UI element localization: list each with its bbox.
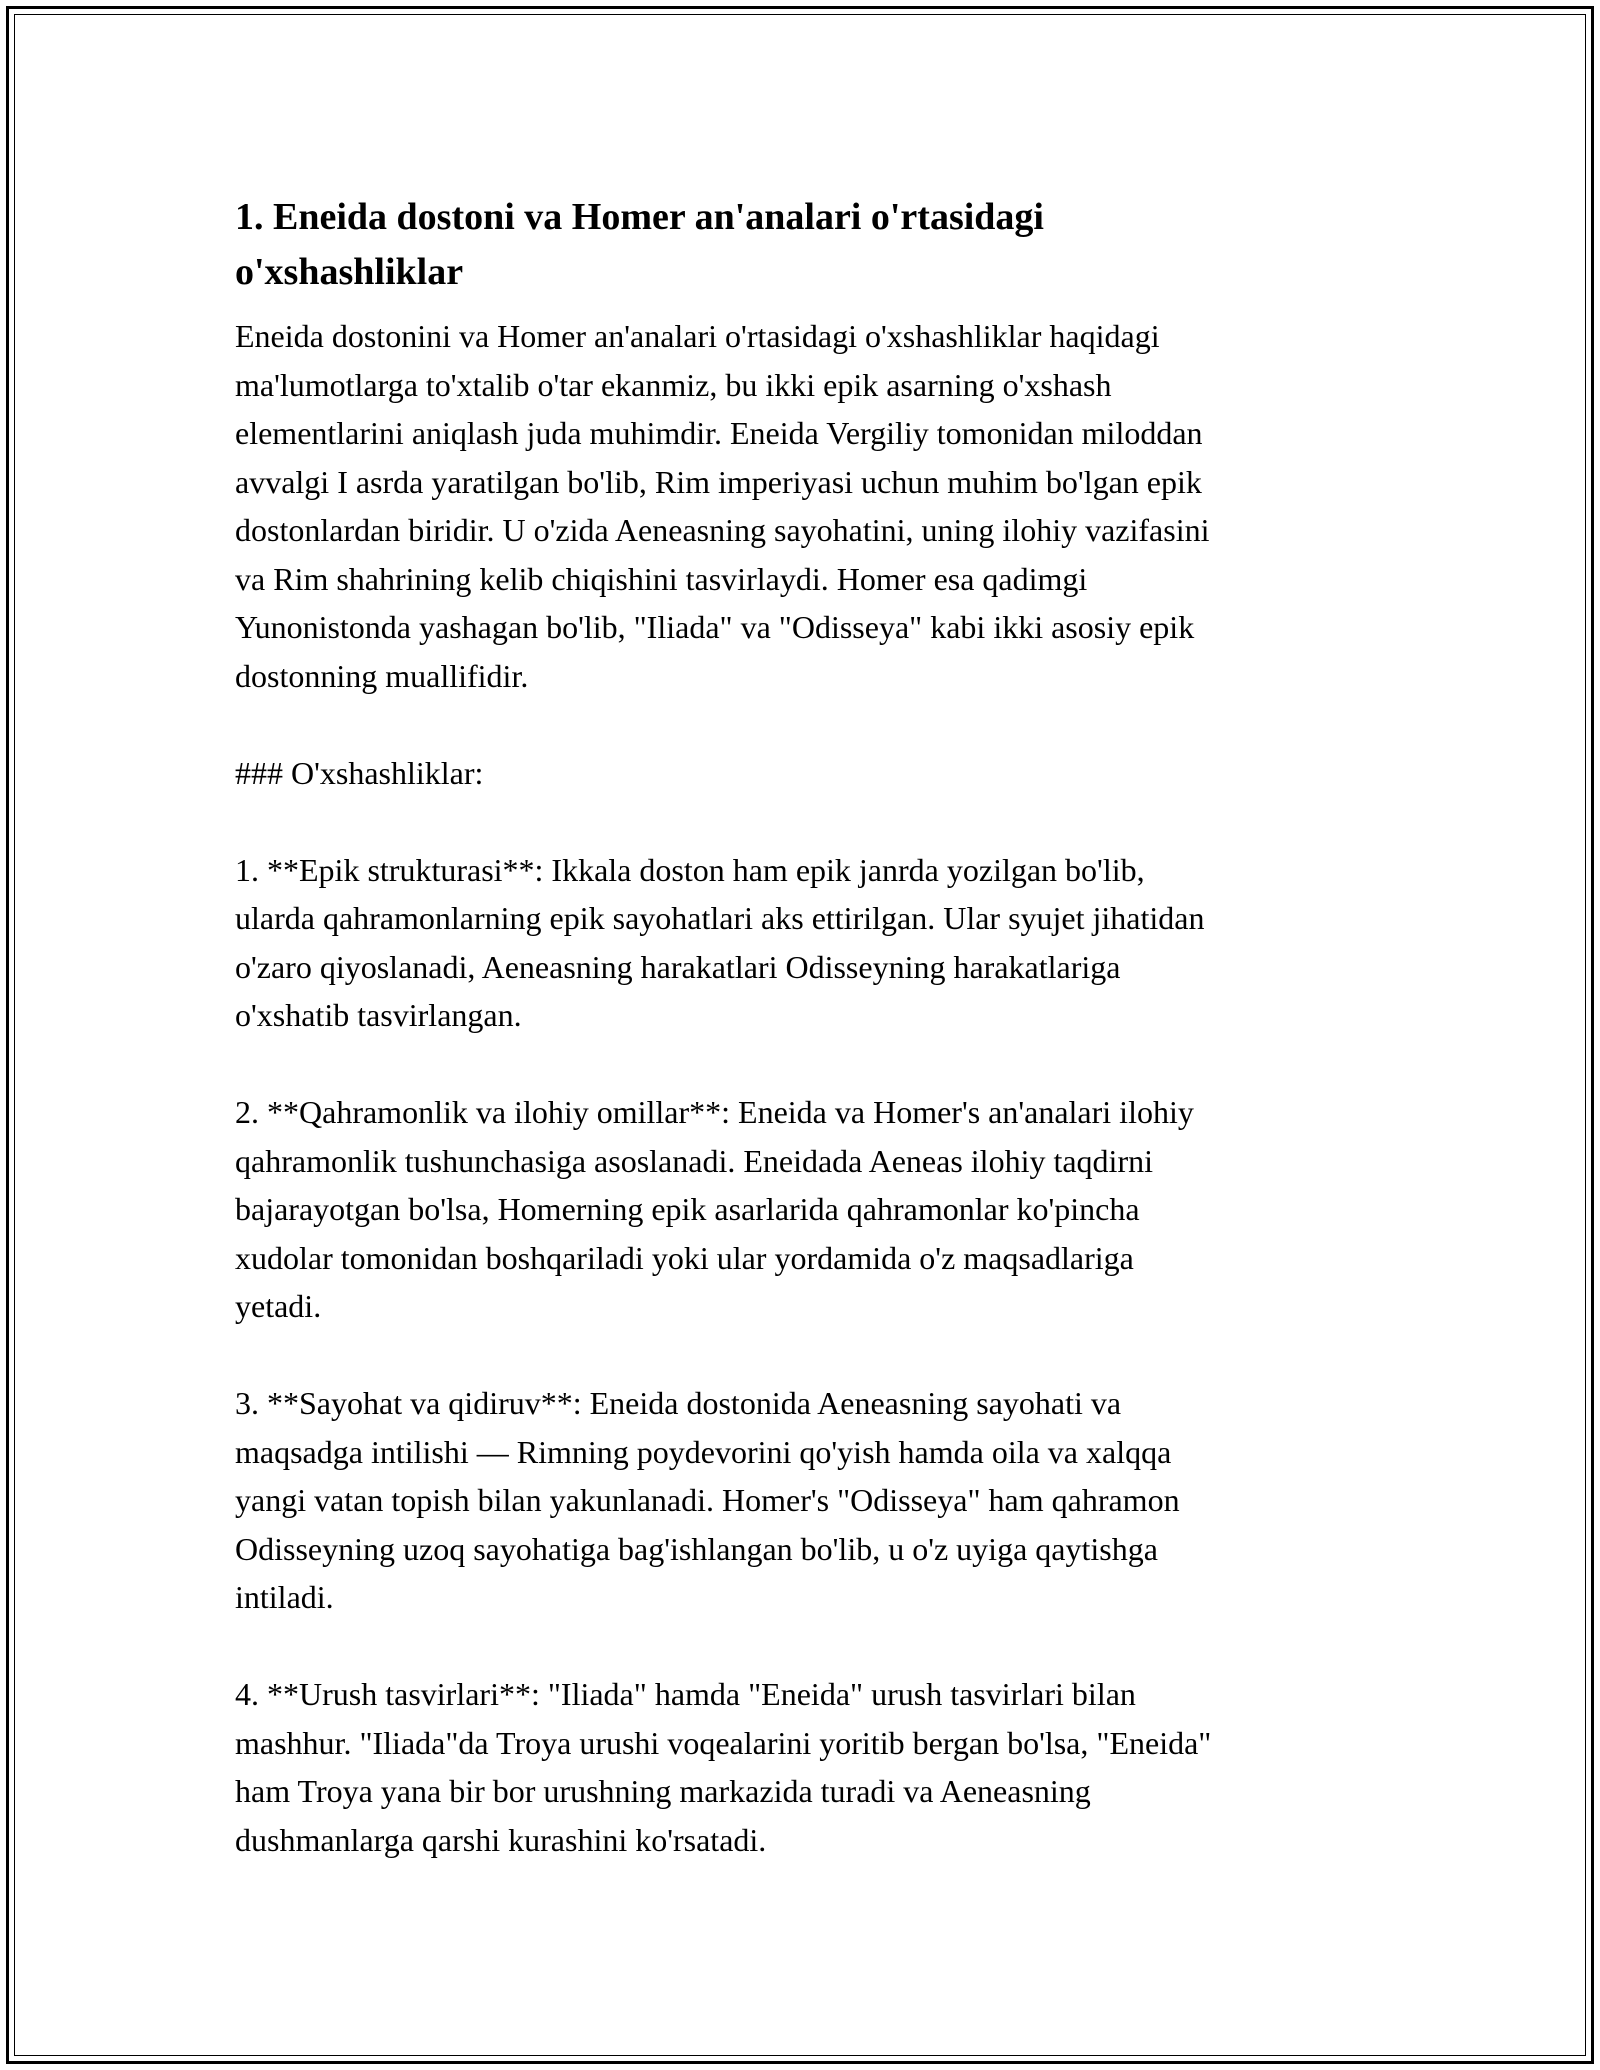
list-item-war-depictions: 4. **Urush tasvirlari**: "Iliada" hamda "Eneida" urush tasvirlari bilan mashhur. "Iliada"da Troya urushi voqealarini yoritib bergan bo'lsa, "Eneida" ham Troya yana bir bor urushning markazida turadi va Aeneasning dushmanlarga qarshi kurashini ko'rsatadi. bbox=[235, 1676, 1212, 1858]
list-item-epic-structure: 1. **Epik strukturasi**: Ikkala doston ham epik janrda yozilgan bo'lib, ularda qahramonlarning epik sayohatlari aks ettirilgan. Ular syujet jihatidan o'zaro qiyoslanadi, Aeneasning harakatlari Odisseyning harakatlariga o'xshatib tasvirlangan. bbox=[235, 851, 1205, 1033]
document-title: 1. Eneida dostoni va Homer an'analari o'rtasidagi o'xshashliklar bbox=[235, 196, 1044, 293]
document-body bbox=[235, 190, 1365, 1913]
list-item-heroism-divine: 2. **Qahramonlik va ilohiy omillar**: Eneida va Homer's an'analari ilohiy qahramonlik tushunchasiga asoslanadi. Eneidada Aeneas ilohiy taqdirni bajarayotgan bo'lsa, Homerning epik asarlarida qahramonlar ko'pincha xudolar tomonidan boshqariladi yoki ular yordamida o'z maqsadlariga yetadi. bbox=[235, 1094, 1194, 1324]
list-item-journey-quest: 3. **Sayohat va qidiruv**: Eneida dostonida Aeneasning sayohati va maqsadga intilishi — Rimning poydevorini qo'yish hamda oila va xalqqa yangi vatan topish bilan yakunlanadi. Homer's "Odisseya" ham qahramon Odisseyning uzoq sayohatiga bag'ishlangan bo'lib, u o'z uyiga qaytishga intiladi. bbox=[235, 1385, 1180, 1615]
section-subheading: ### O'xshashliklar: bbox=[235, 754, 484, 791]
intro-paragraph: Eneida dostonini va Homer an'analari o'rtasidagi o'xshashliklar haqidagi ma'lumotlarga to'xtalib o'tar ekanmiz, bu ikki epik asarning o'xshash elementlarini aniqlash juda muhimdir. Eneida Vergiliy tomonidan miloddan avvalgi I asrda yaratilgan bo'lib, Rim imperiyasi uchun muhim bo'lgan epik dostonlardan biridir. U o'zida Aeneasning sayohatini, uning ilohiy vazifasini va Rim shahrining kelib chiqishini tasvirlaydi. Homer esa qadimgi Yunonistonda yashagan bo'lib, "Iliada" va "Odisseya" kabi ikki asosiy epik dostonning muallifidir. bbox=[235, 318, 1210, 694]
